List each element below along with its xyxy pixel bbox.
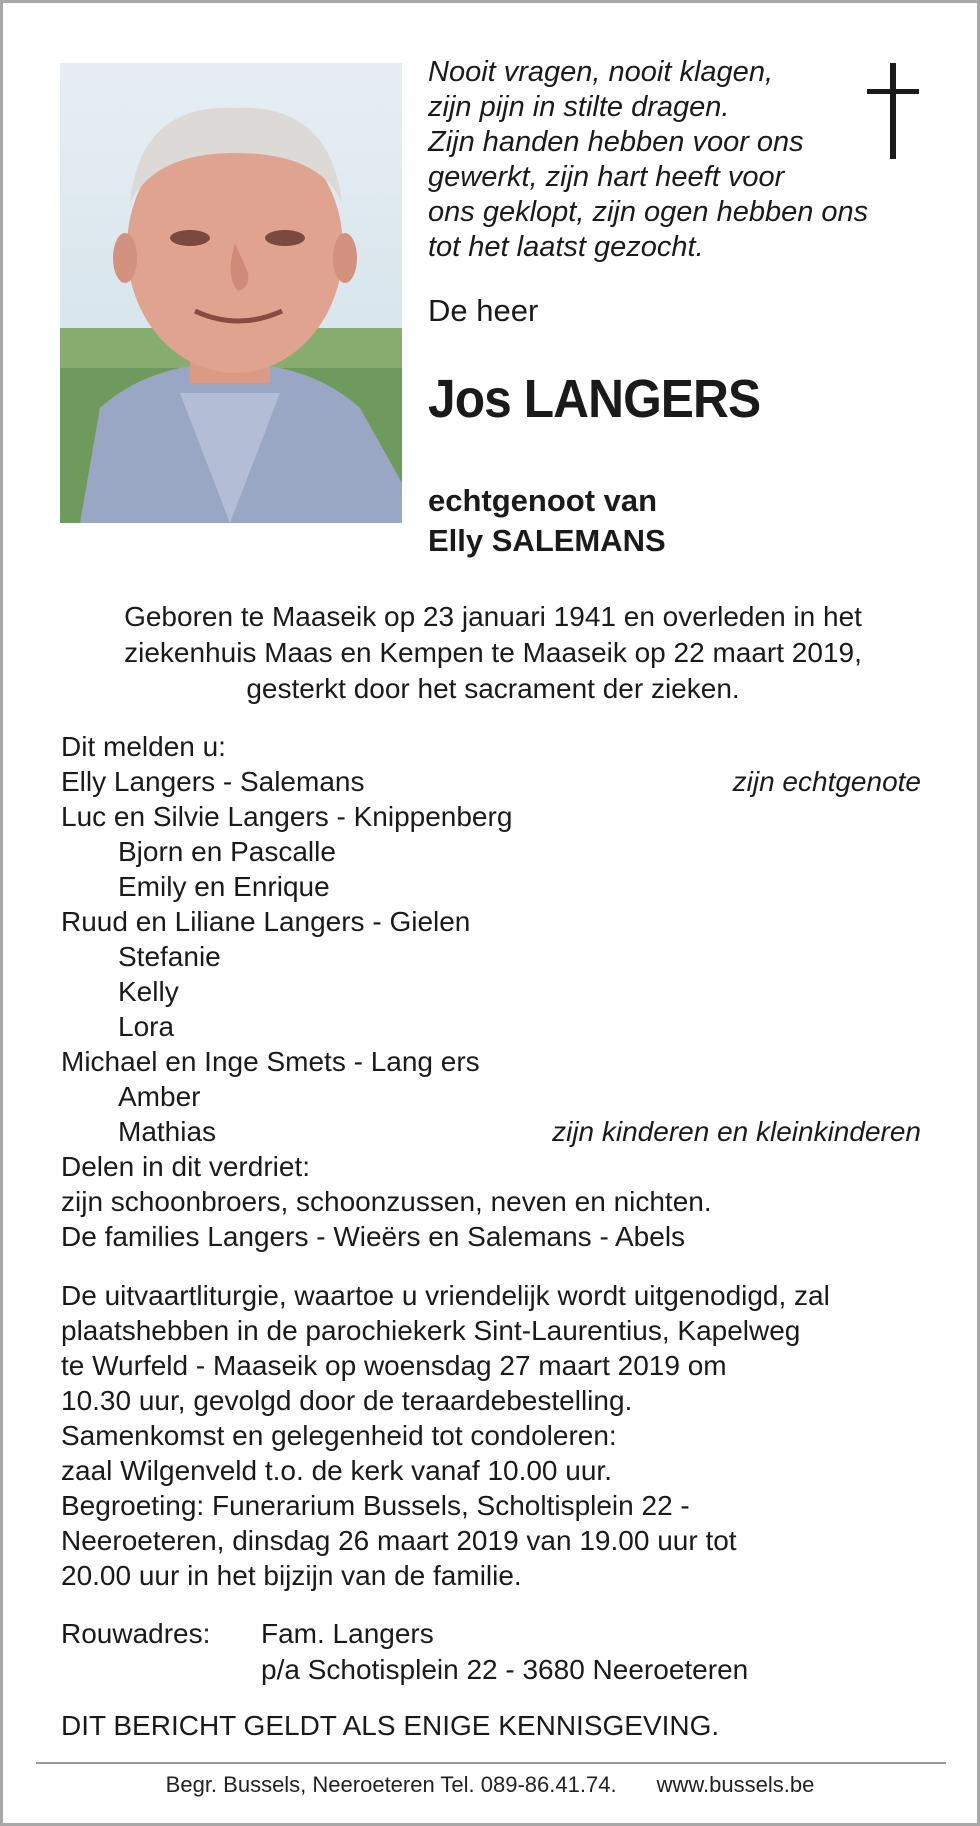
- statement-line: ziekenhuis Maas en Kempen te Maaseik op 22 maart 2019,: [124, 637, 862, 668]
- funeral-home-contact: Begr. Bussels, Neeroeteren Tel. 089-86.41.74.: [165, 1772, 617, 1797]
- poem-line: ons geklopt, zijn ogen hebben ons: [428, 196, 869, 228]
- ceremony-line: zaal Wilgenveld t.o. de kerk vanaf 10.00 uur.: [61, 1455, 612, 1486]
- notice-statement: DIT BERICHT GELDT ALS ENIGE KENNISGEVING.: [61, 1710, 720, 1741]
- ceremony-line: 20.00 uur in het bijzijn van de familie.: [61, 1560, 522, 1591]
- family-intro: Dit melden u:: [61, 731, 226, 762]
- list-item: Luc en Silvie Langers - Knippenberg: [61, 801, 513, 832]
- ceremony-line: Samenkomst en gelegenheid tot condoleren:: [61, 1420, 617, 1451]
- share-line: De families Langers - Wieërs en Salemans - Abels: [61, 1221, 686, 1252]
- footer: [3, 1772, 977, 1798]
- birth-death-statement: [43, 599, 943, 707]
- poem-line: gewerkt, zijn hart heeft voor: [428, 161, 785, 193]
- poem-line: zijn pijn in stilte dragen.: [428, 91, 730, 123]
- list-item: Elly Langers - Salemans zijn echtgenote: [61, 766, 921, 797]
- list-item: Ruud en Liliane Langers - Gielen: [61, 906, 471, 937]
- cross-icon: [863, 61, 923, 161]
- ceremony-line: Begroeting: Funerarium Bussels, Scholtisplein 22 -: [61, 1490, 690, 1521]
- poem-line: tot het laatst gezocht.: [428, 231, 704, 263]
- family-list: [61, 729, 921, 1254]
- ceremony-line: plaatshebben in de parochiekerk Sint-Laurentius, Kapelweg: [61, 1315, 801, 1346]
- portrait-photo: [60, 63, 402, 523]
- list-item: Lora: [118, 1011, 175, 1042]
- spouse-relation: echtgenoot van: [428, 483, 658, 518]
- statement-line: Geboren te Maaseik op 23 januari 1941 en overleden in het: [124, 601, 862, 632]
- address-line: Fam. Langers: [261, 1618, 434, 1649]
- list-item: Emily en Enrique: [118, 871, 330, 902]
- relation-note: zijn kinderen en kleinkinderen: [552, 1116, 921, 1147]
- ceremony-line: De uitvaartliturgie, waartoe u vriendelijk wordt uitgenodigd, zal: [61, 1280, 830, 1311]
- poem-line: Zijn handen hebben voor ons: [428, 126, 804, 158]
- deceased-name: Jos LANGERS: [428, 369, 761, 429]
- list-item: Kelly: [118, 976, 179, 1007]
- ceremony-details: [61, 1278, 941, 1593]
- spouse-name: Elly SALEMANS: [428, 523, 666, 558]
- spouse-block: [428, 481, 666, 561]
- poem: [428, 55, 869, 265]
- list-item: Stefanie: [118, 941, 221, 972]
- list-item: Amber: [118, 1081, 201, 1112]
- share-line: zijn schoonbroers, schoonzussen, neven en nichten.: [61, 1186, 712, 1217]
- relation-note: zijn echtgenote: [732, 766, 921, 797]
- list-item: Bjorn en Pascalle: [118, 836, 336, 867]
- footer-divider: [36, 1762, 946, 1764]
- poem-line: Nooit vragen, nooit klagen,: [428, 56, 773, 88]
- statement-line: gesterkt door het sacrament der zieken.: [246, 673, 740, 704]
- address-line: p/a Schotisplein 22 - 3680 Neeroeteren: [261, 1654, 749, 1685]
- list-item: Michael en Inge Smets - Lang ers: [61, 1046, 480, 1077]
- share-intro: Delen in dit verdriet:: [61, 1151, 311, 1182]
- list-item: Mathias zijn kinderen en kleinkinderen: [118, 1116, 921, 1147]
- ceremony-line: 10.30 uur, gevolgd door de teraardebestelling.: [61, 1385, 633, 1416]
- title-prefix: De heer: [428, 293, 539, 328]
- address-label: Rouwadres:: [61, 1618, 211, 1649]
- ceremony-line: Neeroeteren, dinsdag 26 maart 2019 van 19.00 uur tot: [61, 1525, 737, 1556]
- website-link[interactable]: www.bussels.be: [656, 1772, 815, 1797]
- ceremony-line: te Wurfeld - Maaseik op woensdag 27 maart 2019 om: [61, 1350, 727, 1381]
